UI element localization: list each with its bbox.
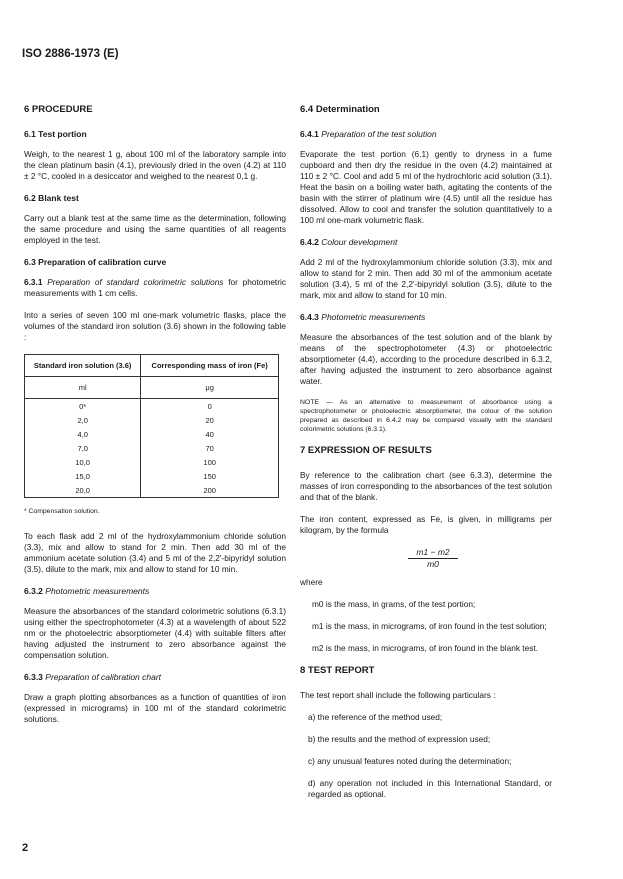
formula-numerator: m1 − m2 — [408, 547, 458, 559]
table-cell: 70 — [141, 441, 279, 455]
subsection-title: 6.3 Preparation of calibration curve — [24, 257, 167, 267]
table-row — [25, 455, 279, 469]
paragraph: Weigh, to the nearest 1 g, about 100 ml of the laboratory sample into the clean platinum basin (4.1), previously dried in the oven (4.2) at 110 ± 2 °C, cooled in a desiccator and weighed to the nearest 0,1 g. — [24, 149, 286, 181]
clause-number: 6.3.1 — [24, 277, 43, 287]
paragraph: Evaporate the test portion (6.1) gently to dryness in a fume cupboard and then dry the residue in the oven (4.2) maintained at 110 ± 2 °C. Cool and add 5 ml of the hydrochloric acid solution (3.1). Heat the basin on a boiling water bath, agitating the contents of the basin with the stirrer of platinum wire (4.5) until all the residue has dissolved. Allow to cool and transfer the solution quantitatively to a 100 ml one-mark volumetric flask. — [300, 149, 552, 225]
table-cell: 40 — [141, 427, 279, 441]
table-cell: 100 — [141, 455, 279, 469]
table-cell: 10,0 — [25, 455, 141, 469]
clause-number: 6.3.2 — [24, 586, 43, 596]
definition: m2 is the mass, in micrograms, of iron found in the blank test. — [312, 643, 538, 653]
note: NOTE — As an alternative to measurement of absorbance using a spectrophotometer or photoelectric absorptiometer, the colour of the solution prepared as described in 6.4.2 may be compared visually with the standard colorimetric solutions (6.3.1). — [300, 399, 552, 433]
clause-number: 6.3.3 — [24, 672, 43, 682]
section-title: 6 PROCEDURE — [24, 104, 93, 115]
definition: m0 is the mass, in grams, of the test portion; — [312, 599, 476, 609]
list-item: c) any unusual features noted during the determination; — [308, 756, 512, 766]
table-cell: 20 — [141, 413, 279, 427]
paragraph: To each flask add 2 ml of the hydroxylammonium chloride solution (3.3), mix and allow to stand for 2 min. Then add 30 ml of the ammonium acetate solution (3.4) and 5 ml of the 2,2'-bipyridyl solution (3.5), dilute to the mark, mix and allow to stand for 10 min. — [24, 531, 286, 574]
section-title: 6.4 Determination — [300, 104, 380, 115]
subsection-title: 6.1 Test portion — [24, 129, 87, 139]
table-unit: μg — [141, 377, 279, 399]
clause-title: Preparation of the test solution — [321, 129, 437, 139]
paragraph: Add 2 ml of the hydroxylammonium chloride solution (3.3), mix and allow to stand for 2 min. Then add 30 ml of the ammonium acetate solution (3.4), 5 ml of the 2,2'-bipyridyl solution (3.5), dilute to the mark, mix and allow to stand for 10 min. — [300, 257, 552, 300]
table-cell: 7,0 — [25, 441, 141, 455]
page-number: 2 — [22, 842, 29, 854]
table-cell: 2,0 — [25, 413, 141, 427]
table-row — [25, 441, 279, 455]
table-row — [25, 399, 279, 414]
subsection-title — [24, 672, 286, 682]
table-cell: 200 — [141, 483, 279, 498]
table-footnote: * Compensation solution. — [24, 508, 100, 515]
subsection-title — [300, 129, 552, 139]
table-header: Standard iron solution (3.6) — [25, 355, 141, 377]
paragraph: The iron content, expressed as Fe, is given, in milligrams per kilogram, by the formula — [300, 514, 552, 535]
clause-title: Preparation of calibration chart — [45, 672, 162, 682]
table-unit: ml — [25, 377, 141, 399]
paragraph — [24, 277, 286, 299]
table-row — [25, 483, 279, 498]
clause-title: Colour development — [321, 237, 398, 247]
clause-number: 6.4.1 — [300, 129, 319, 139]
subsection-title — [24, 586, 286, 596]
document-header: ISO 2886-1973 (E) — [22, 48, 119, 60]
table-row — [25, 469, 279, 483]
paragraph: Carry out a blank test at the same time as the determination, following the same procedure and using the same quantities of all reagents employed in the test. — [24, 213, 286, 245]
table-cell: 0* — [25, 399, 141, 414]
definition: m1 is the mass, in micrograms, of iron found in the test solution; — [312, 621, 547, 631]
paragraph: Into a series of seven 100 ml one-mark volumetric flasks, place the volumes of the standard iron solution (3.6) shown in the following table : — [24, 310, 286, 342]
table-row — [25, 413, 279, 427]
report-list — [300, 712, 552, 800]
table-cell: 15,0 — [25, 469, 141, 483]
paragraph: Measure the absorbances of the test solution and of the blank by means of the spectrophotometer (4.3) or photoelectric absorptiometer (4.4), according to the procedure described in 6.3.2, after having adjusted the instrument to zero absorbance against water. — [300, 332, 552, 386]
paragraph: The test report shall include the following particulars : — [300, 690, 496, 700]
list-item: b) the results and the method of expression used; — [308, 734, 491, 744]
table-cell: 150 — [141, 469, 279, 483]
paragraph: Measure the absorbances of the standard colorimetric solutions (6.3.1) using either the spectrophotometer (4.3) at a wavelength of about 522 nm or the photoelectric absorptiometer (4.4) with suitable filters after having adjusted the instrument to zero absorbance against the compensation solution. — [24, 606, 286, 660]
table-row — [25, 427, 279, 441]
section-title: 8 TEST REPORT — [300, 665, 375, 676]
clause-title: Preparation of standard colorimetric solutions — [47, 277, 224, 287]
formula-denominator: m0 — [427, 559, 439, 569]
paragraph: By reference to the calibration chart (see 6.3.3), determine the masses of iron corresponding to the absorbances of the test solution and that of the blank. — [300, 470, 552, 502]
clause-text: for photometric measurements with 1 cm cells. — [24, 277, 286, 298]
formula — [408, 547, 458, 569]
table-cell: 20,0 — [25, 483, 141, 498]
section-title: 7 EXPRESSION OF RESULTS — [300, 445, 432, 456]
clause-title: Photometric measurements — [321, 312, 426, 322]
clause-title: Photometric measurements — [45, 586, 150, 596]
subsection-title — [300, 312, 552, 322]
paragraph: Draw a graph plotting absorbances as a function of quantities of iron (expressed in micrograms) in 100 ml of the standard colorimetric solutions. — [24, 692, 286, 724]
list-item: a) the reference of the method used; — [308, 712, 443, 722]
list-item: d) any operation not included in this International Standard, or regarded as optional. — [308, 778, 552, 799]
subsection-title: 6.2 Blank test — [24, 193, 79, 203]
clause-number: 6.4.3 — [300, 312, 319, 322]
left-column — [24, 104, 286, 736]
where-label: where — [300, 577, 323, 587]
calibration-table — [24, 354, 279, 498]
right-column — [300, 104, 552, 811]
table-cell: 0 — [141, 399, 279, 414]
table-cell: 4,0 — [25, 427, 141, 441]
clause-number: 6.4.2 — [300, 237, 319, 247]
table-header: Corresponding mass of iron (Fe) — [141, 355, 279, 377]
definitions — [300, 599, 552, 654]
subsection-title — [300, 237, 552, 247]
